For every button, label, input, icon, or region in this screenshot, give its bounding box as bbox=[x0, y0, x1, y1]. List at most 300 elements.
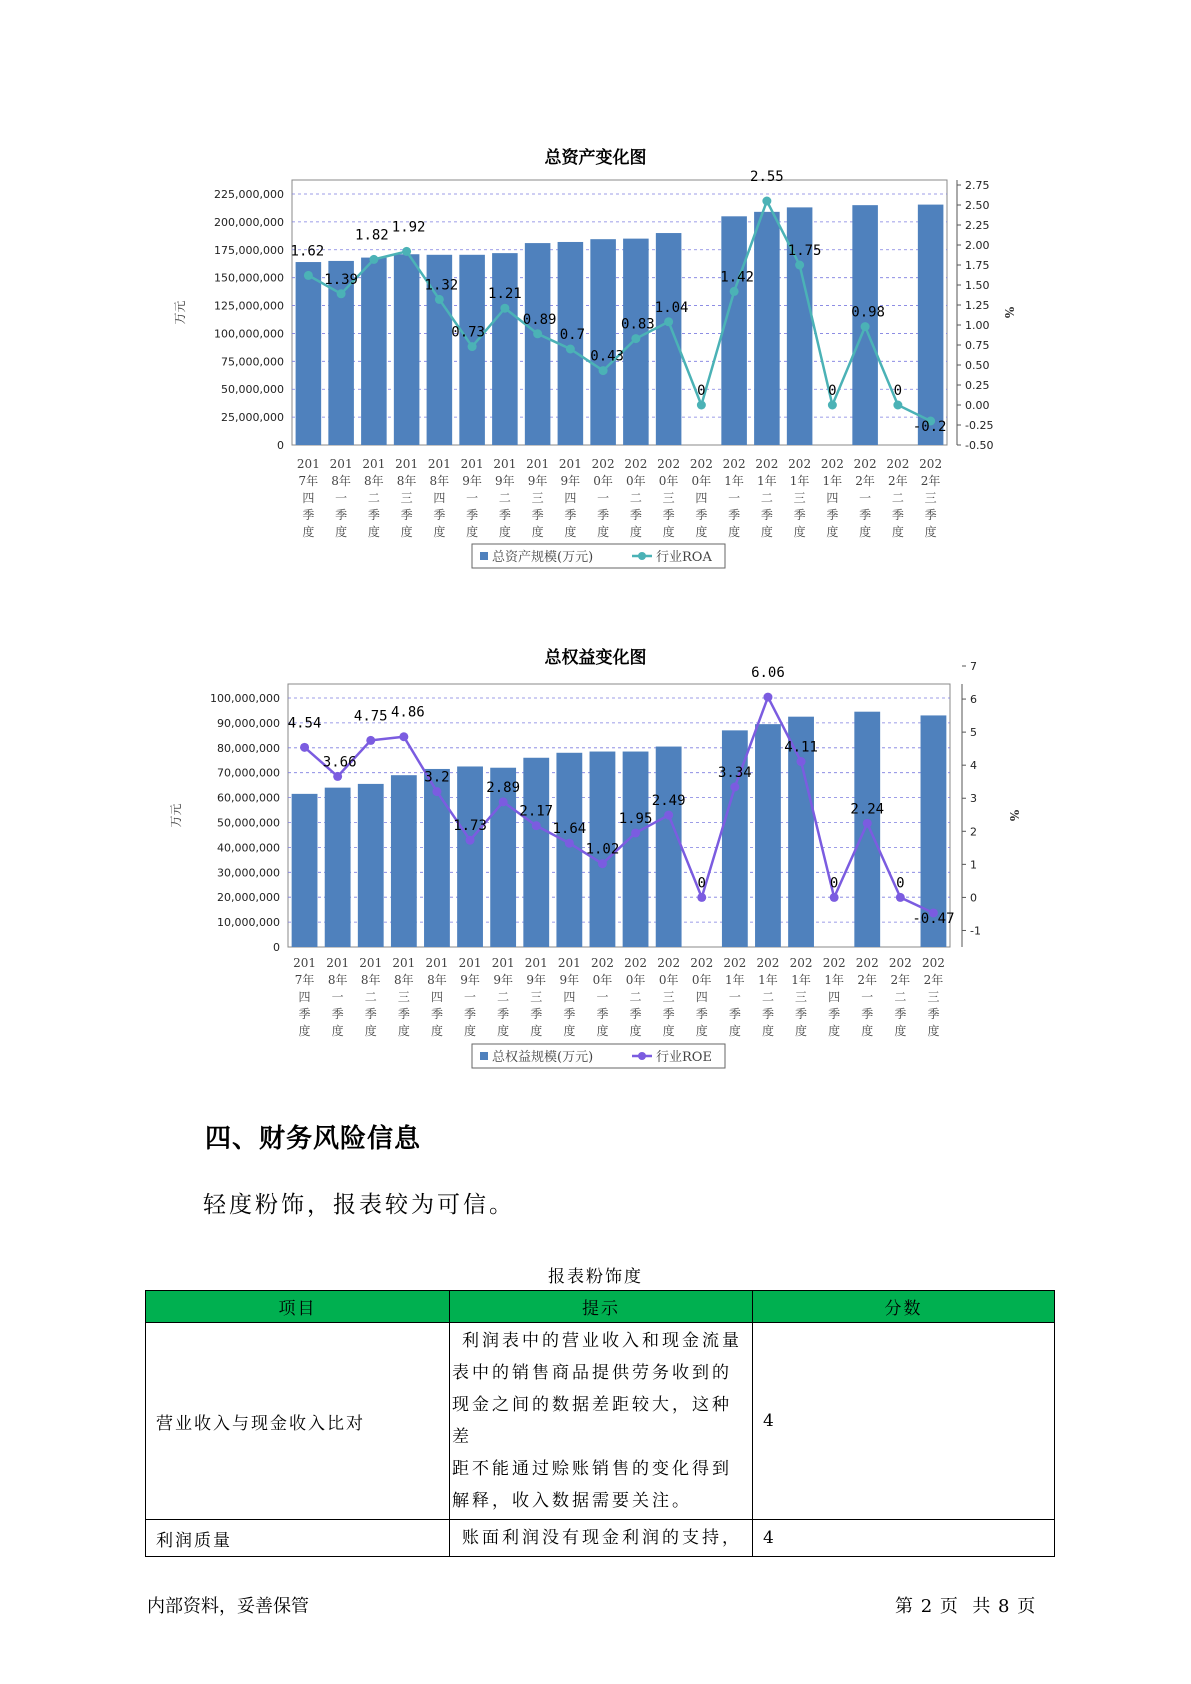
x-tick-label: 0年 bbox=[691, 973, 712, 987]
line-point bbox=[863, 819, 872, 828]
y-tick-label: 60,000,000 bbox=[217, 791, 280, 805]
x-tick-label: 度 bbox=[564, 525, 577, 539]
data-label: 3.34 bbox=[717, 764, 752, 781]
data-label: 1.04 bbox=[654, 299, 689, 316]
data-label: 4.86 bbox=[390, 704, 425, 721]
x-tick-label: 201 bbox=[557, 956, 581, 970]
x-tick-label: 201 bbox=[526, 457, 550, 471]
x-tick-label: 季 bbox=[828, 1007, 841, 1021]
x-tick-label: 202 bbox=[919, 457, 943, 471]
x-tick-label: 一 bbox=[335, 491, 348, 505]
y2-tick-label: 5 bbox=[970, 726, 977, 740]
bar bbox=[361, 258, 387, 445]
x-tick-label: 202 bbox=[820, 457, 844, 471]
y2-tick-label: 6 bbox=[970, 693, 977, 707]
hint-line: 表中的销售商品提供劳务收到的 bbox=[452, 1363, 732, 1383]
x-tick-label: 三 bbox=[924, 491, 937, 505]
legend-line-label: 行业ROE bbox=[656, 1050, 712, 1065]
x-tick-label: 度 bbox=[629, 1024, 642, 1038]
x-tick-label: 202 bbox=[886, 457, 910, 471]
x-tick-label: 度 bbox=[563, 1024, 576, 1038]
x-tick-label: 四 bbox=[298, 990, 311, 1004]
line-point bbox=[500, 304, 509, 313]
y-tick-label: 20,000,000 bbox=[217, 891, 280, 905]
y2-tick-label: 1.00 bbox=[965, 319, 990, 332]
y-tick-label: 0 bbox=[277, 439, 284, 452]
hint-line: 利润表中的营业收入和现金流量 bbox=[462, 1331, 742, 1351]
x-tick-label: 1年 bbox=[791, 973, 811, 987]
y2-axis-unit: % bbox=[1007, 809, 1021, 822]
x-tick-label: 二 bbox=[894, 990, 907, 1004]
y-tick-label: 50,000,000 bbox=[217, 816, 280, 830]
line-point bbox=[466, 836, 475, 845]
x-tick-label: 一 bbox=[464, 990, 477, 1004]
x-tick-label: 季 bbox=[597, 508, 610, 522]
x-tick-label: 202 bbox=[689, 457, 713, 471]
line-point bbox=[598, 859, 607, 868]
risk-summary: 轻度粉饰，报表较为可信。 bbox=[203, 1192, 515, 1218]
data-label: 0 bbox=[697, 875, 706, 892]
x-tick-label: 度 bbox=[891, 525, 904, 539]
y2-tick-label: 2.75 bbox=[965, 179, 990, 192]
x-tick-label: 季 bbox=[861, 1007, 874, 1021]
x-tick-label: 度 bbox=[793, 525, 806, 539]
x-tick-label: 三 bbox=[927, 990, 940, 1004]
x-tick-label: 202 bbox=[788, 457, 812, 471]
line-point bbox=[631, 828, 640, 837]
x-tick-label: 三 bbox=[795, 990, 808, 1004]
x-tick-label: 度 bbox=[530, 1024, 543, 1038]
x-tick-label: 202 bbox=[888, 956, 912, 970]
y2-tick-label: 0.00 bbox=[965, 399, 990, 412]
x-tick-label: 202 bbox=[755, 457, 779, 471]
x-tick-label: 201 bbox=[491, 956, 515, 970]
x-tick-label: 度 bbox=[662, 525, 675, 539]
y2-tick-label: 2.00 bbox=[965, 239, 990, 252]
x-tick-label: 2年 bbox=[920, 474, 941, 488]
data-label: 3.66 bbox=[322, 754, 357, 771]
x-tick-label: 201 bbox=[558, 457, 582, 471]
y2-tick-label: 0 bbox=[970, 891, 977, 905]
line-point bbox=[599, 366, 608, 375]
x-tick-label: 201 bbox=[460, 457, 484, 471]
line-point bbox=[730, 782, 739, 791]
bar bbox=[292, 794, 318, 947]
x-tick-label: 9年 bbox=[493, 973, 513, 987]
y-tick-label: 90,000,000 bbox=[217, 716, 280, 730]
x-tick-label: 8年 bbox=[364, 474, 384, 488]
table-row bbox=[146, 1323, 1055, 1520]
line-point bbox=[337, 289, 346, 298]
line-point bbox=[631, 334, 640, 343]
x-tick-label: 9年 bbox=[560, 474, 581, 488]
x-tick-label: 季 bbox=[530, 1007, 543, 1021]
x-tick-label: 0年 bbox=[593, 474, 613, 488]
y-tick-label: 75,000,000 bbox=[221, 355, 284, 369]
line-point bbox=[896, 893, 905, 902]
line-point bbox=[893, 401, 902, 410]
section-heading: 四、财务风险信息 bbox=[205, 1124, 422, 1154]
x-tick-label: 度 bbox=[861, 1024, 874, 1038]
x-tick-label: 一 bbox=[596, 990, 609, 1004]
x-tick-label: 季 bbox=[891, 508, 904, 522]
x-tick-label: 201 bbox=[395, 457, 419, 471]
x-tick-label: 度 bbox=[430, 1024, 443, 1038]
data-label: -0.2 bbox=[912, 419, 947, 435]
x-tick-label: 季 bbox=[728, 1007, 741, 1021]
assets-chart-title: 总资产变化图 bbox=[544, 148, 647, 168]
x-tick-label: 二 bbox=[760, 491, 773, 505]
bar bbox=[623, 752, 649, 947]
x-tick-label: 度 bbox=[497, 1024, 510, 1038]
line-point bbox=[697, 893, 706, 902]
y2-tick-label: 1.50 bbox=[965, 279, 990, 292]
y2-tick-label: 0.75 bbox=[965, 339, 990, 352]
bar bbox=[656, 747, 682, 947]
header-hint: 提示 bbox=[450, 1291, 753, 1323]
data-label: 3.2 bbox=[424, 769, 450, 786]
x-tick-label: 一 bbox=[466, 491, 479, 505]
x-tick-label: 1年 bbox=[724, 474, 744, 488]
x-tick-label: 季 bbox=[433, 508, 446, 522]
x-tick-label: 9年 bbox=[462, 474, 482, 488]
data-label: 0.7 bbox=[559, 327, 586, 343]
x-tick-label: 度 bbox=[298, 1024, 311, 1038]
x-tick-label: 2年 bbox=[857, 973, 878, 987]
bar bbox=[525, 243, 551, 445]
line-point bbox=[762, 197, 771, 206]
x-tick-label: 三 bbox=[530, 990, 543, 1004]
x-tick-label: 202 bbox=[723, 956, 747, 970]
x-tick-label: 度 bbox=[894, 1024, 907, 1038]
x-tick-label: 度 bbox=[596, 1024, 609, 1038]
x-tick-label: 0年 bbox=[626, 474, 646, 488]
y-tick-label: 0 bbox=[273, 941, 280, 954]
x-tick-label: 8年 bbox=[331, 474, 351, 488]
data-label: 1.92 bbox=[391, 219, 426, 236]
x-tick-label: 202 bbox=[624, 457, 648, 471]
x-tick-label: 季 bbox=[331, 1007, 344, 1021]
x-tick-label: 202 bbox=[657, 956, 681, 970]
x-tick-label: 度 bbox=[400, 525, 413, 539]
bar bbox=[854, 712, 880, 947]
y2-tick-label: 2 bbox=[970, 825, 977, 839]
x-tick-label: 季 bbox=[760, 508, 773, 522]
data-label: 2.55 bbox=[750, 169, 784, 185]
x-tick-label: 201 bbox=[362, 457, 386, 471]
footer-page-number: 第 2 页 共 8 页 bbox=[895, 1596, 1037, 1617]
x-tick-label: 8年 bbox=[360, 973, 381, 987]
line-point bbox=[300, 743, 309, 752]
legend-line-marker bbox=[638, 552, 646, 560]
data-label: 4.75 bbox=[353, 708, 388, 725]
data-label: 1.42 bbox=[720, 269, 754, 286]
x-tick-label: 季 bbox=[859, 508, 872, 522]
x-tick-label: 201 bbox=[425, 956, 449, 970]
x-tick-label: 0年 bbox=[625, 973, 646, 987]
bar bbox=[523, 758, 549, 947]
x-tick-label: 202 bbox=[624, 956, 648, 970]
y-tick-label: 225,000,000 bbox=[214, 188, 284, 201]
data-label: -0.47 bbox=[912, 910, 955, 927]
x-tick-label: 度 bbox=[335, 525, 348, 539]
x-tick-label: 度 bbox=[433, 525, 446, 539]
x-tick-label: 9年 bbox=[527, 474, 548, 488]
y2-tick-label: 2.25 bbox=[965, 219, 990, 232]
x-tick-label: 201 bbox=[293, 956, 317, 970]
row-score: 4 bbox=[753, 1323, 1055, 1520]
y-tick-label: 40,000,000 bbox=[217, 841, 280, 855]
x-tick-label: 季 bbox=[662, 1007, 675, 1021]
x-tick-label: 季 bbox=[367, 508, 380, 522]
x-tick-label: 季 bbox=[497, 1007, 510, 1021]
x-tick-label: 季 bbox=[924, 508, 937, 522]
bar bbox=[457, 766, 483, 947]
x-tick-label: 1年 bbox=[757, 474, 777, 488]
x-tick-label: 2年 bbox=[855, 474, 875, 488]
y2-tick-label: 1.75 bbox=[965, 259, 990, 272]
line-point bbox=[532, 821, 541, 830]
line-point bbox=[468, 342, 477, 351]
data-label: 1.39 bbox=[324, 271, 358, 288]
y2-tick-label: 1.25 bbox=[965, 299, 990, 312]
line-point bbox=[366, 736, 375, 745]
x-tick-label: 二 bbox=[497, 990, 510, 1004]
x-tick-label: 度 bbox=[531, 525, 544, 539]
x-tick-label: 度 bbox=[331, 1024, 344, 1038]
y2-tick-label: 4 bbox=[970, 759, 977, 773]
y-axis-unit: 万元 bbox=[173, 300, 187, 325]
x-tick-label: 季 bbox=[629, 508, 642, 522]
data-label: 6.06 bbox=[751, 665, 785, 682]
x-tick-label: 202 bbox=[590, 956, 614, 970]
x-tick-label: 度 bbox=[728, 525, 741, 539]
x-tick-label: 9年 bbox=[559, 973, 580, 987]
plot-frame bbox=[292, 180, 947, 445]
x-tick-label: 一 bbox=[597, 491, 610, 505]
x-tick-label: 8年 bbox=[427, 973, 447, 987]
x-tick-label: 202 bbox=[822, 956, 846, 970]
x-tick-label: 度 bbox=[629, 525, 642, 539]
x-tick-label: 季 bbox=[397, 1007, 410, 1021]
y-tick-label: 150,000,000 bbox=[214, 271, 284, 285]
x-tick-label: 0年 bbox=[691, 474, 712, 488]
data-label: 1.82 bbox=[355, 227, 389, 244]
y-tick-label: 25,000,000 bbox=[221, 411, 284, 425]
hint-line: 距不能通过赊账销售的变化得到 bbox=[452, 1459, 732, 1479]
x-tick-label: 2年 bbox=[888, 474, 908, 488]
x-tick-label: 201 bbox=[326, 956, 350, 970]
x-tick-label: 1年 bbox=[758, 973, 778, 987]
x-tick-label: 季 bbox=[629, 1007, 642, 1021]
line-point bbox=[697, 401, 706, 410]
bar bbox=[325, 788, 351, 947]
header-item: 项目 bbox=[146, 1291, 450, 1323]
line-point bbox=[399, 732, 408, 741]
x-tick-label: 度 bbox=[464, 1024, 477, 1038]
x-tick-label: 三 bbox=[397, 990, 410, 1004]
x-tick-label: 二 bbox=[629, 990, 642, 1004]
bar bbox=[755, 724, 781, 947]
data-label: 4.11 bbox=[784, 739, 818, 756]
y2-tick-label: -1 bbox=[970, 924, 981, 938]
y2-tick-label: 3 bbox=[970, 792, 977, 806]
x-tick-label: 201 bbox=[296, 457, 320, 471]
data-label: 1.21 bbox=[488, 286, 522, 303]
legend-bar-swatch bbox=[480, 552, 488, 560]
data-label: 4.54 bbox=[287, 715, 322, 732]
x-tick-label: 201 bbox=[329, 457, 353, 471]
data-label: 1.64 bbox=[552, 821, 587, 838]
x-tick-label: 三 bbox=[400, 491, 413, 505]
line-point bbox=[435, 295, 444, 304]
x-tick-label: 7年 bbox=[298, 474, 319, 488]
x-tick-label: 二 bbox=[367, 491, 380, 505]
x-tick-label: 季 bbox=[728, 508, 741, 522]
y2-tick-label: 2.50 bbox=[965, 199, 990, 212]
x-tick-label: 9年 bbox=[460, 973, 480, 987]
y-tick-label: 50,000,000 bbox=[221, 383, 284, 397]
x-tick-label: 201 bbox=[458, 956, 482, 970]
bar bbox=[754, 212, 780, 445]
data-label: 0.98 bbox=[851, 304, 885, 321]
x-tick-label: 度 bbox=[924, 525, 937, 539]
x-tick-label: 8年 bbox=[394, 973, 414, 987]
line-point bbox=[333, 772, 342, 781]
bar bbox=[296, 262, 322, 445]
x-tick-label: 季 bbox=[335, 508, 348, 522]
line-point bbox=[566, 345, 575, 354]
data-label: 0 bbox=[828, 383, 837, 399]
line-point bbox=[565, 839, 574, 848]
x-tick-label: 2年 bbox=[890, 973, 911, 987]
x-tick-label: 季 bbox=[662, 508, 675, 522]
data-label: 0.89 bbox=[522, 311, 557, 328]
x-tick-label: 季 bbox=[927, 1007, 940, 1021]
legend-bar-label: 总权益规模(万元) bbox=[492, 1050, 594, 1065]
x-tick-label: 度 bbox=[859, 525, 872, 539]
data-label: 0.43 bbox=[590, 348, 624, 365]
table-row bbox=[146, 1520, 1055, 1557]
x-tick-label: 202 bbox=[789, 956, 813, 970]
row-item: 利润质量 bbox=[146, 1520, 450, 1557]
x-tick-label: 四 bbox=[695, 990, 708, 1004]
x-tick-label: 8年 bbox=[429, 474, 450, 488]
x-tick-label: 季 bbox=[894, 1007, 907, 1021]
x-tick-label: 度 bbox=[367, 525, 380, 539]
x-tick-label: 度 bbox=[761, 1024, 774, 1038]
footer-confidential: 内部资料，妥善保管 bbox=[147, 1596, 309, 1617]
x-tick-label: 0年 bbox=[658, 474, 679, 488]
data-label: 0 bbox=[896, 875, 905, 892]
y-tick-label: 30,000,000 bbox=[217, 866, 280, 880]
x-tick-label: 四 bbox=[695, 491, 708, 505]
y2-tick-label: -0.25 bbox=[965, 419, 994, 432]
legend-bar-swatch bbox=[480, 1052, 488, 1060]
x-tick-label: 201 bbox=[493, 457, 517, 471]
equity-chart bbox=[0, 660, 1191, 1090]
x-tick-label: 季 bbox=[695, 1007, 708, 1021]
bar bbox=[358, 784, 384, 947]
x-tick-label: 季 bbox=[564, 508, 577, 522]
x-tick-label: 二 bbox=[364, 990, 377, 1004]
line-point bbox=[830, 893, 839, 902]
y-tick-label: 80,000,000 bbox=[217, 741, 280, 755]
x-tick-label: 季 bbox=[302, 508, 315, 522]
x-tick-label: 季 bbox=[795, 1007, 808, 1021]
x-tick-label: 度 bbox=[695, 525, 708, 539]
legend-bar-label: 总资产规模(万元) bbox=[492, 550, 594, 565]
bar bbox=[918, 205, 944, 445]
bar bbox=[656, 233, 682, 445]
x-tick-label: 度 bbox=[695, 1024, 708, 1038]
data-label: 0.83 bbox=[621, 316, 655, 333]
x-tick-label: 四 bbox=[433, 491, 446, 505]
row-item: 营业收入与现金收入比对 bbox=[146, 1323, 450, 1520]
y-tick-label: 125,000,000 bbox=[214, 299, 284, 313]
x-tick-label: 一 bbox=[861, 990, 874, 1004]
x-tick-label: 201 bbox=[392, 956, 416, 970]
row-hint bbox=[450, 1323, 753, 1520]
y-tick-label: 100,000,000 bbox=[210, 692, 280, 705]
data-label: 2.89 bbox=[486, 779, 521, 796]
line-point bbox=[369, 255, 378, 264]
x-tick-label: 季 bbox=[793, 508, 806, 522]
line-point bbox=[763, 693, 772, 702]
x-tick-label: 季 bbox=[826, 508, 839, 522]
x-tick-label: 度 bbox=[760, 525, 773, 539]
line-point bbox=[499, 797, 508, 806]
x-tick-label: 一 bbox=[728, 990, 741, 1004]
y-axis-unit: 万元 bbox=[169, 803, 183, 828]
table-header-row bbox=[146, 1291, 1055, 1323]
x-tick-label: 四 bbox=[826, 491, 839, 505]
x-tick-label: 四 bbox=[302, 491, 315, 505]
x-tick-label: 二 bbox=[629, 491, 642, 505]
x-tick-label: 1年 bbox=[824, 973, 844, 987]
data-label: 1.75 bbox=[787, 243, 822, 259]
bar bbox=[590, 239, 616, 445]
row-score: 4 bbox=[753, 1520, 1055, 1557]
x-tick-label: 四 bbox=[828, 990, 841, 1004]
data-label: 2.24 bbox=[850, 801, 885, 818]
x-tick-label: 0年 bbox=[658, 973, 679, 987]
x-tick-label: 季 bbox=[466, 508, 479, 522]
x-tick-label: 201 bbox=[427, 457, 451, 471]
x-tick-label: 202 bbox=[756, 956, 780, 970]
hint-line: 解释，收入数据需要关注。 bbox=[452, 1491, 692, 1511]
x-tick-label: 季 bbox=[430, 1007, 443, 1021]
data-label: 1.73 bbox=[453, 818, 487, 835]
x-tick-label: 二 bbox=[498, 491, 511, 505]
x-tick-label: 202 bbox=[855, 956, 879, 970]
data-label: 1.62 bbox=[290, 243, 325, 260]
assets-chart bbox=[0, 170, 1191, 590]
x-tick-label: 1年 bbox=[789, 474, 810, 488]
x-tick-label: 202 bbox=[657, 457, 681, 471]
x-tick-label: 一 bbox=[331, 990, 344, 1004]
line-point bbox=[432, 787, 441, 796]
x-tick-label: 8年 bbox=[396, 474, 417, 488]
data-label: 2.49 bbox=[651, 793, 686, 810]
y-tick-label: 100,000,000 bbox=[214, 327, 284, 341]
x-tick-label: 9年 bbox=[495, 474, 515, 488]
hint-line: 现金之间的数据差距较大，这种差 bbox=[452, 1395, 732, 1447]
equity-chart-title: 总权益变化图 bbox=[544, 648, 647, 668]
x-tick-label: 度 bbox=[795, 1024, 808, 1038]
x-tick-label: 201 bbox=[359, 956, 383, 970]
x-tick-label: 三 bbox=[662, 491, 675, 505]
